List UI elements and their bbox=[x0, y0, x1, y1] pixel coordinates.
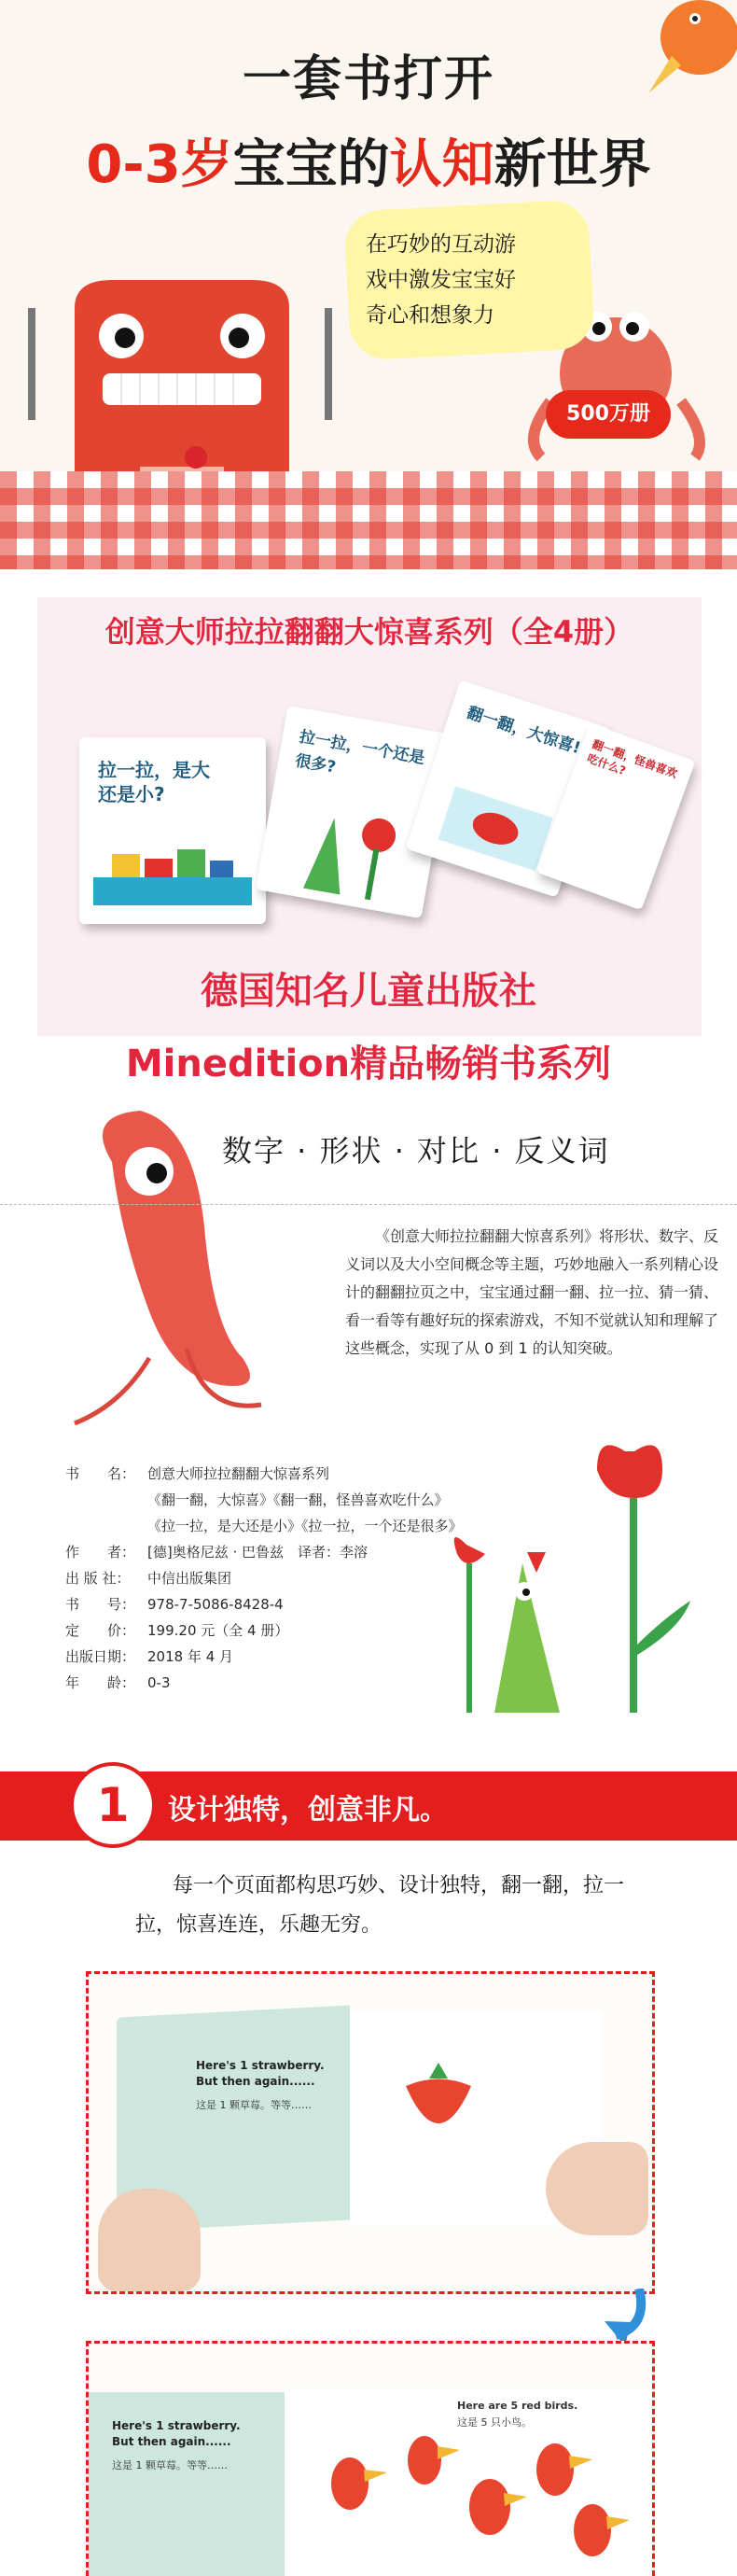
info-key: 出版日期： bbox=[65, 1648, 136, 1665]
strawberry-caption-cn: 这是 1 颗草莓。等等…… bbox=[112, 2459, 228, 2471]
hand-right bbox=[546, 2142, 648, 2235]
book-title: 拉一拉，是大还是小? bbox=[98, 759, 210, 805]
speech-bubble-text bbox=[366, 227, 580, 333]
section-title: 设计独特，创意非凡。 bbox=[168, 1794, 448, 1827]
info-key: 年 龄： bbox=[65, 1674, 136, 1691]
checkered-tablecloth bbox=[0, 471, 737, 569]
divider bbox=[0, 1204, 737, 1205]
strawberry-caption-en bbox=[196, 2058, 325, 2090]
info-value: 《拉一拉，是大还是小》《拉一拉，一个还是很多》 bbox=[147, 1518, 463, 1534]
strawberry-icon bbox=[396, 2058, 480, 2151]
sales-badge: 500万册 bbox=[546, 390, 671, 439]
book-title: 翻一翻，怪兽喜欢吃什么? bbox=[585, 737, 679, 781]
fish-illustration bbox=[644, 0, 737, 103]
section-description: 每一个页面都构思巧妙、设计独特，翻一翻，拉一拉，惊喜连连，乐趣无穷。 bbox=[135, 1874, 625, 1937]
info-key: 定 价： bbox=[65, 1622, 136, 1639]
fish-bowl-icon bbox=[438, 768, 559, 871]
info-key: 出 版 社： bbox=[65, 1570, 131, 1587]
caption-line: But then again...... bbox=[112, 2435, 231, 2448]
publisher-line1: 德国知名儿童出版社 bbox=[201, 970, 536, 1013]
bubble-line: 戏中激发宝宝好 bbox=[366, 268, 516, 292]
bubble-line: 在巧妙的互动游 bbox=[366, 232, 516, 257]
hero-title-line2 bbox=[0, 123, 737, 198]
hero-title-part: 新世界 bbox=[494, 134, 651, 195]
info-value: 创意大师拉拉翻翻大惊喜系列 bbox=[147, 1465, 330, 1482]
hero-banner bbox=[0, 0, 737, 569]
ship-icon bbox=[93, 840, 252, 915]
book-photo-strawberry bbox=[86, 1971, 655, 2294]
info-key: 作 者： bbox=[65, 1544, 136, 1561]
caption-line: Here's 1 strawberry. bbox=[112, 2419, 241, 2432]
info-value: 0-3 bbox=[147, 1674, 171, 1691]
hero-title-highlight: 认知 bbox=[389, 134, 494, 195]
info-value: 2018 年 4 月 bbox=[147, 1648, 234, 1665]
intro-paragraph: 《创意大师拉拉翻翻大惊喜系列》将形状、数字、反义词以及大小空间概念等主题，巧妙地融入一系列精心设计的翻翻拉页之中，宝宝通过翻一翻、拉一拉、猜一猜、看一看等有趣好玩的探索游戏，不知不觉就认知和理解了这些概念，实现了从 0 到 1 的认知突破。 bbox=[345, 1227, 719, 1357]
caption-line: But then again...... bbox=[196, 2075, 315, 2088]
birds-caption-cn: 这是 5 只小鸟。 bbox=[457, 2416, 532, 2429]
info-value: 199.20 元（全 4 册） bbox=[147, 1622, 289, 1639]
tulips-bird-illustration bbox=[410, 1433, 690, 1722]
keywords: 数字 · 形状 · 对比 · 反义词 bbox=[222, 1133, 610, 1169]
hand-left bbox=[98, 2189, 201, 2291]
info-value: 978-7-5086-8428-4 bbox=[147, 1596, 284, 1613]
info-key: 书 名： bbox=[65, 1465, 136, 1482]
info-value: 中信出版集团 bbox=[147, 1570, 232, 1587]
info-value: [德]奥格尼兹 · 巴鲁兹 译者：李溶 bbox=[147, 1544, 368, 1561]
red-birds-icon bbox=[313, 2418, 648, 2576]
book-cover-big-small bbox=[79, 737, 266, 924]
hero-title-part: 宝宝的 bbox=[232, 134, 390, 195]
birds-caption-en: Here are 5 red birds. bbox=[457, 2400, 578, 2412]
section-number-badge: 1 bbox=[70, 1762, 156, 1848]
info-key bbox=[65, 1487, 147, 1513]
info-value: 《翻一翻，大惊喜》《翻一翻，怪兽喜欢吃什么》 bbox=[147, 1491, 449, 1508]
hero-age-range: 0-3岁 bbox=[86, 134, 233, 195]
strawberry-caption-cn: 这是 1 颗草莓。等等…… bbox=[196, 2099, 312, 2111]
book-spread bbox=[117, 2011, 602, 2226]
caption-line: Here's 1 strawberry. bbox=[196, 2059, 325, 2072]
bird-flower-icon bbox=[275, 791, 420, 906]
book-photo-birds bbox=[86, 2341, 655, 2576]
bubble-line: 奇心和想象力 bbox=[366, 303, 494, 328]
info-key: 书 号： bbox=[65, 1596, 136, 1613]
info-key bbox=[65, 1513, 147, 1539]
hero-title-line1: 一套书打开 bbox=[242, 51, 494, 107]
book-title: 拉一拉，一个还是很多? bbox=[293, 727, 426, 777]
publisher-line2: Minedition精品畅销书系列 bbox=[125, 1043, 612, 1085]
strawberry-caption-en bbox=[112, 2418, 241, 2450]
book-set-title: 创意大师拉拉翻翻大惊喜系列（全4册） bbox=[104, 614, 634, 650]
book-title: 翻一翻，大惊喜! bbox=[464, 703, 583, 759]
